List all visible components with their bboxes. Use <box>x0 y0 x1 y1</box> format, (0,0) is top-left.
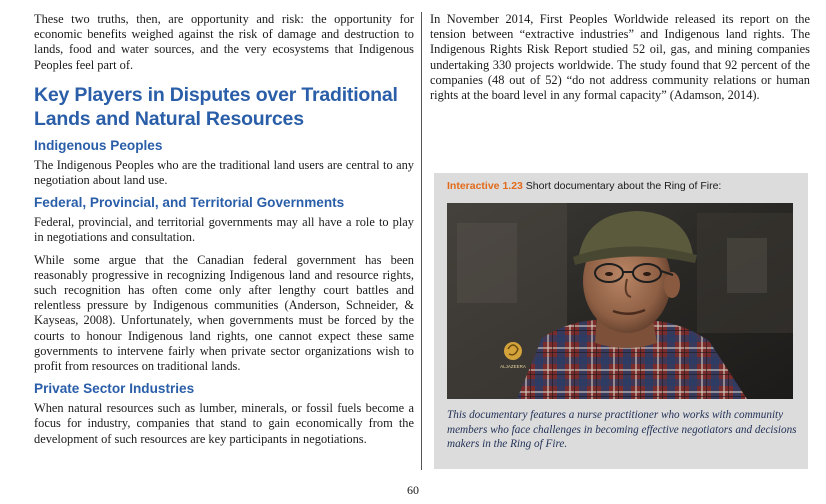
page-number: 60 <box>407 483 419 497</box>
paragraph-governments-role: Federal, provincial, and territorial governments may all have a role to play in negotiations and consultation. <box>34 215 414 245</box>
report-paragraph: In November 2014, First Peoples Worldwide released its report on the tension between “extractive industries” and Indigenous land rights. The Indigenous Rights Risk Report studied 52 oil, gas, and mining companies undertaking 330 projects worldwide. The study found that 92 percent of the companies (48 out of 52) “do not address community relations or human rights at the board level in any formal capacity” (Adamson, 2014). <box>430 12 810 103</box>
paragraph-private-sector: When natural resources such as lumber, minerals, or fossil fuels become a focus for industry, companies that stand to gain economically from the development of such resources are key participants in negotiations. <box>34 401 414 446</box>
interactive-label: Interactive 1.23 <box>447 180 523 192</box>
subheading-governments: Federal, Provincial, and Territorial Governments <box>34 195 345 211</box>
intro-paragraph: These two truths, then, are opportunity and risk: the opportunity for economic benefits weighed against the risk of damage and destruction to lands, food and water sources, and the very ecosystems that Indigenous Peoples feel part of. <box>34 12 414 72</box>
documentary-video-thumbnail[interactable] <box>447 203 793 399</box>
interactive-caption <box>447 180 721 192</box>
watermark-text: ALJAZEERA <box>500 364 526 369</box>
left-column <box>34 12 414 447</box>
paragraph-indigenous-peoples: The Indigenous Peoples who are the traditional land users are central to any negotiation about land use. <box>34 157 414 188</box>
interactive-title: Short documentary about the Ring of Fire: <box>522 180 722 192</box>
column-divider <box>421 12 422 470</box>
video-frame-illustration <box>447 203 793 399</box>
section-heading: Key Players in Disputes over Traditional Lands and Natural Resources <box>34 83 398 130</box>
subheading-indigenous-peoples: Indigenous Peoples <box>34 137 163 153</box>
right-column <box>430 12 810 103</box>
interactive-box <box>434 173 808 469</box>
subheading-private-sector: Private Sector Industries <box>34 381 195 397</box>
interactive-description: This documentary features a nurse practitioner who works with community members who face challenges in becoming effective negotiators and decisions makers in the Ring of Fire. <box>447 409 797 450</box>
paragraph-governments-recognition: While some argue that the Canadian federal government has been reasonably progressive in recognizing Indigenous land and resource rights, such recognition has often come only after lengthy court battles and relentless pressure by Indigenous communities (Anderson, Schneider, & Kayseas, 2008). Unfortunately, when governments must be forced by the courts to honour Indigenous land rights, one cannot expect these same governments to intervene fairly when private sector organizations wish to profit from resources on traditional lands. <box>34 252 414 374</box>
